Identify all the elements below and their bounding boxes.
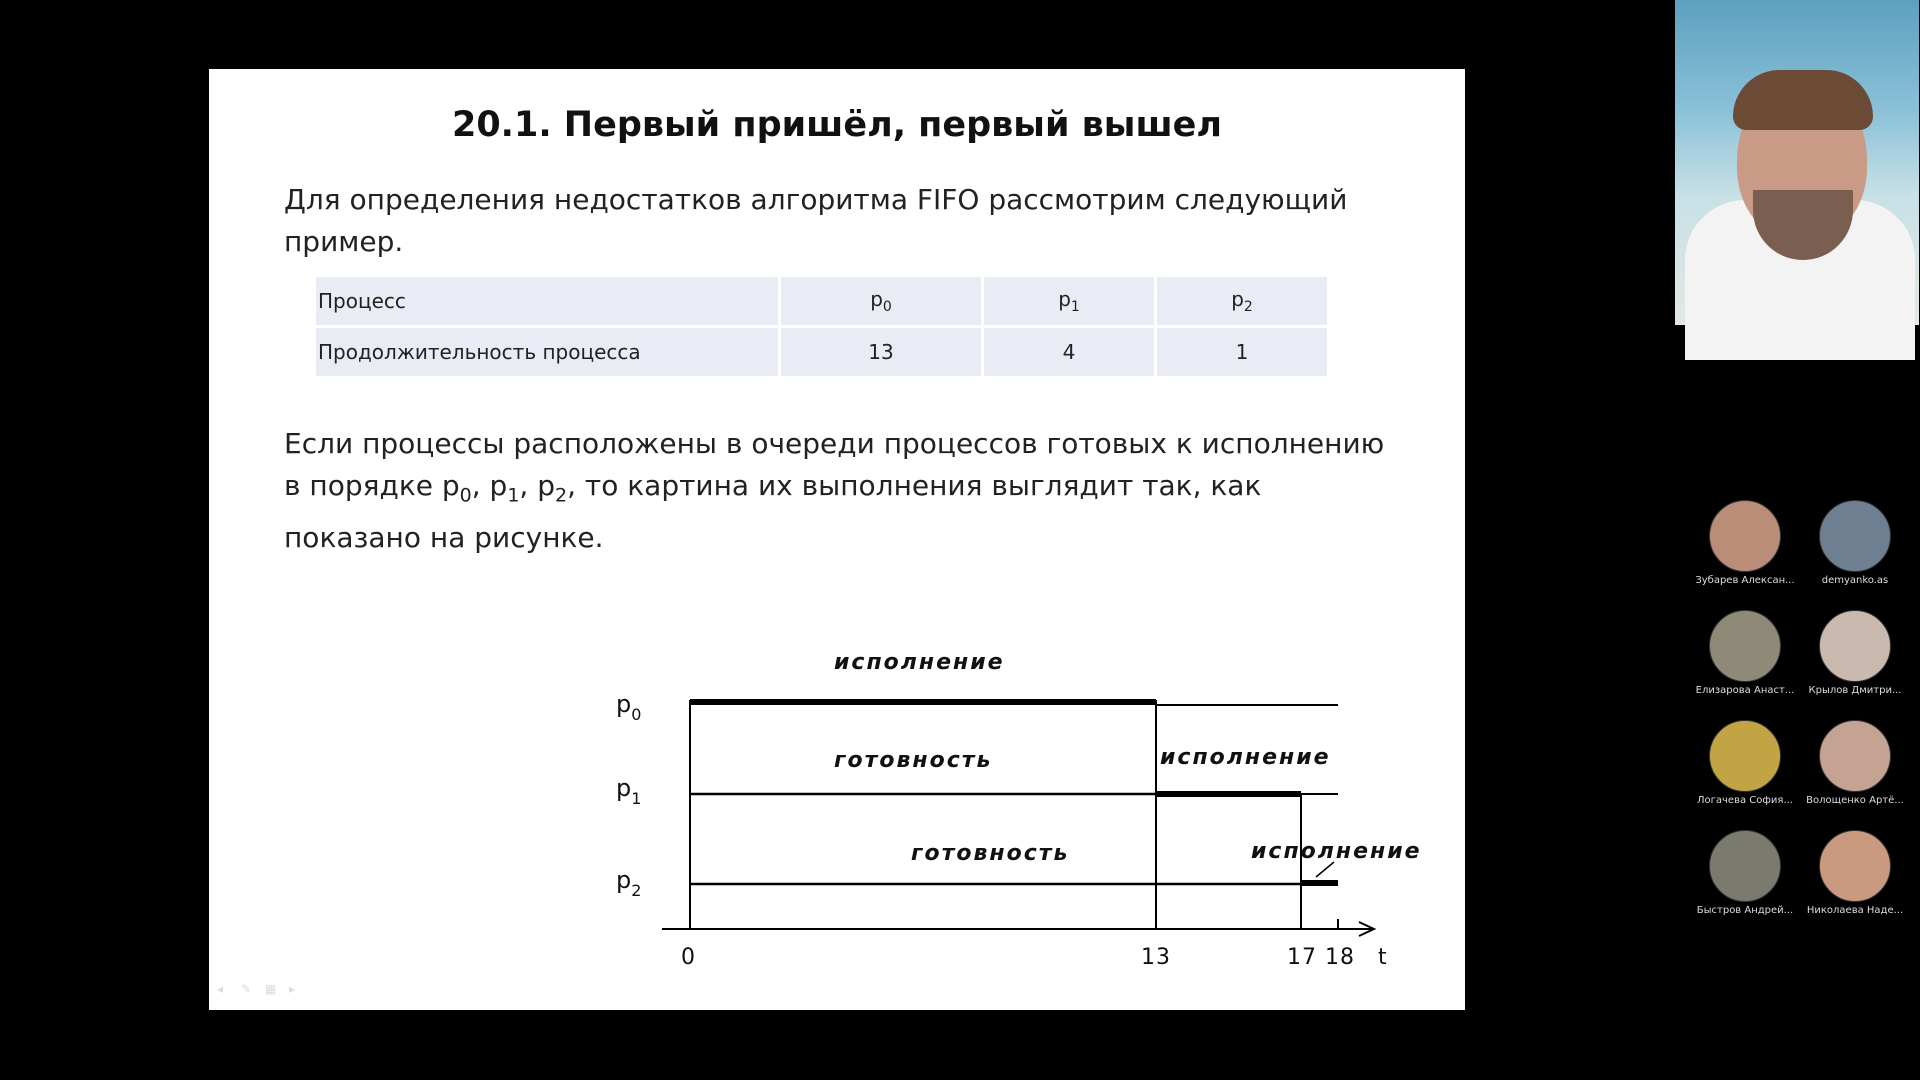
- pen-icon[interactable]: ✎: [241, 982, 252, 996]
- avatar: [1709, 500, 1781, 572]
- table-header-cell: [984, 277, 1154, 325]
- grid-icon[interactable]: ▦: [265, 982, 277, 996]
- participant-name: Логачева София...: [1697, 795, 1793, 806]
- participant-tile[interactable]: [1800, 720, 1910, 806]
- proc-name: p: [537, 469, 556, 502]
- proc-index: 0: [459, 484, 472, 507]
- state-label-exec: исполнение: [1160, 745, 1331, 770]
- participant-name: Крылов Дмитри...: [1808, 685, 1902, 696]
- speaker-video: [1675, 0, 1919, 325]
- next-slide-icon[interactable]: ▸: [289, 982, 296, 996]
- table-row-label: Продолжительность процесса: [316, 328, 778, 376]
- avatar: [1709, 830, 1781, 902]
- participant-name: Зубарев Алексан...: [1695, 575, 1795, 586]
- participant-tile[interactable]: [1690, 500, 1800, 586]
- participant-name: demyanko.as: [1821, 575, 1889, 586]
- axis-tick-label: 18: [1325, 945, 1355, 970]
- participant-name: Елизарова Анаст...: [1695, 685, 1795, 696]
- gantt-diagram: [389, 564, 1422, 984]
- table-cell: 13: [781, 328, 981, 376]
- table-row: [316, 277, 1327, 325]
- separator: ,: [471, 469, 490, 502]
- avatar: [1709, 720, 1781, 792]
- axis-tick-label: 0: [681, 945, 696, 970]
- participant-name: Николаева Наде...: [1806, 905, 1904, 916]
- proc-name: p: [489, 469, 508, 502]
- table-cell: 4: [984, 328, 1154, 376]
- slide-title: 20.1. Первый пришёл, первый вышел: [451, 105, 1223, 145]
- axis-tick-label: 17: [1287, 945, 1317, 970]
- participant-tile[interactable]: [1800, 830, 1910, 916]
- participant-tile[interactable]: [1690, 720, 1800, 806]
- avatar: [1819, 610, 1891, 682]
- proc-index: 2: [555, 484, 568, 507]
- state-label-ready: готовность: [911, 841, 1070, 866]
- table-row: [316, 328, 1327, 376]
- order-paragraph: [284, 423, 1404, 559]
- proc-index: 1: [507, 484, 520, 507]
- prev-slide-icon[interactable]: ◂: [217, 982, 224, 996]
- table-header-cell: [781, 277, 981, 325]
- slide-controls: [217, 983, 305, 995]
- video-figure: [1733, 70, 1873, 130]
- proc-name: p: [1231, 287, 1244, 311]
- para-text: Если процессы расположены в очереди процессов готовых к исполнению в порядке: [284, 427, 1385, 502]
- gantt-proc-label: $p_2$: [616, 866, 642, 900]
- axis-label: t: [1378, 945, 1388, 970]
- proc-index: 0: [882, 299, 892, 315]
- state-label-exec: исполнение: [834, 650, 1005, 675]
- table-header-cell: [1157, 277, 1327, 325]
- avatar: [1819, 720, 1891, 792]
- p2-exec-pointer: [1316, 862, 1334, 877]
- para-text: , то картина их выполнения выглядит так, как показано на рисунке.: [284, 469, 1262, 554]
- table-row-label: Процесс: [316, 277, 778, 325]
- avatar: [1819, 500, 1891, 572]
- participant-name: Быстров Андрей...: [1696, 905, 1794, 916]
- separator: ,: [519, 469, 538, 502]
- participant-tile[interactable]: [1690, 830, 1800, 916]
- intro-paragraph: Для определения недостатков алгоритма FIFO рассмотрим следующий пример.: [284, 183, 1348, 258]
- process-table: [313, 274, 1330, 379]
- gantt-proc-label: $p_0$: [616, 690, 642, 724]
- proc-name: p: [1058, 287, 1071, 311]
- state-label-exec: исполнение: [1251, 839, 1422, 864]
- participant-tile[interactable]: [1690, 610, 1800, 696]
- proc-index: 1: [1070, 299, 1080, 315]
- table-cell: 1: [1157, 328, 1327, 376]
- presentation-slide: [209, 69, 1465, 1010]
- proc-name: p: [870, 287, 883, 311]
- proc-index: 2: [1243, 299, 1253, 315]
- avatar: [1709, 610, 1781, 682]
- state-label-ready: готовность: [834, 748, 993, 773]
- proc-name: p: [441, 469, 460, 502]
- participant-name: Волощенко Артё...: [1806, 795, 1904, 806]
- participant-tile[interactable]: [1800, 500, 1910, 586]
- participant-tile[interactable]: [1800, 610, 1910, 696]
- gantt-proc-label: $p_1$: [616, 774, 642, 808]
- avatar: [1819, 830, 1891, 902]
- axis-tick-label: 13: [1141, 945, 1171, 970]
